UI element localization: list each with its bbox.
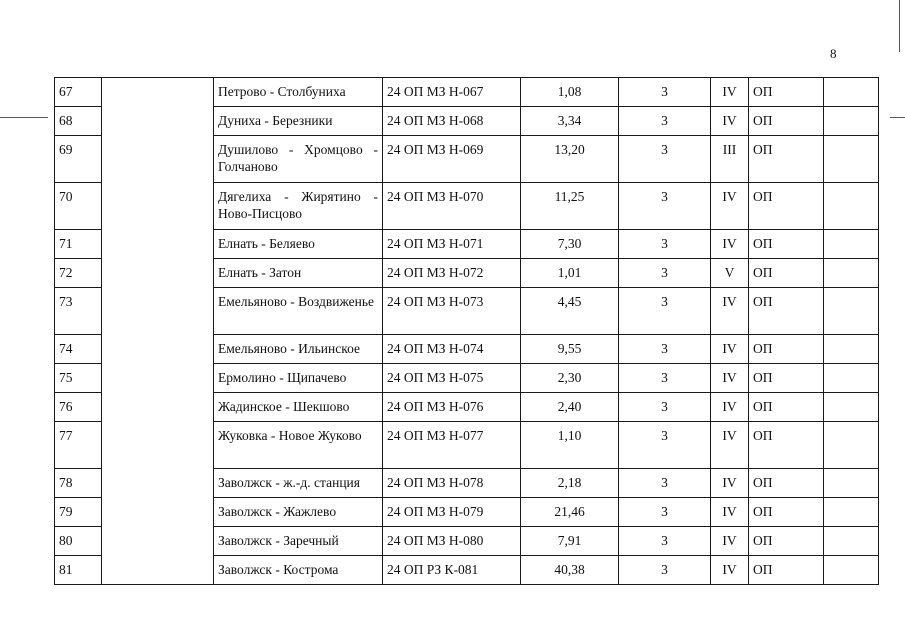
road-category: IV [711,527,749,556]
road-category: V [711,259,749,288]
road-count: 3 [619,107,711,136]
road-name: Заволжск - Заречный [214,527,383,556]
road-code: 24 ОП РЗ К-081 [383,556,521,585]
extra-cell [824,335,879,364]
road-count: 3 [619,183,711,230]
road-count: 3 [619,78,711,107]
road-length: 2,18 [521,469,619,498]
road-length: 9,55 [521,335,619,364]
road-code: 24 ОП МЗ Н-078 [383,469,521,498]
road-category: IV [711,556,749,585]
road-code: 24 ОП МЗ Н-076 [383,393,521,422]
row-number: 71 [55,230,102,259]
road-count: 3 [619,335,711,364]
road-name: Жадинское - Шекшово [214,393,383,422]
road-count: 3 [619,288,711,335]
road-name: Ермолино - Щипачево [214,364,383,393]
road-name: Заволжск - Кострома [214,556,383,585]
road-category: III [711,136,749,183]
road-length: 2,30 [521,364,619,393]
road-count: 3 [619,393,711,422]
road-category: IV [711,288,749,335]
road-count: 3 [619,556,711,585]
road-code: 24 ОП МЗ Н-069 [383,136,521,183]
row-number: 72 [55,259,102,288]
road-length: 21,46 [521,498,619,527]
road-code: 24 ОП МЗ Н-072 [383,259,521,288]
road-length: 3,34 [521,107,619,136]
row-number: 69 [55,136,102,183]
road-count: 3 [619,498,711,527]
road-name: Емельяново - Ильинское [214,335,383,364]
extra-cell [824,364,879,393]
extra-cell [824,230,879,259]
road-significance: ОП [749,335,824,364]
road-code: 24 ОП МЗ Н-067 [383,78,521,107]
extra-cell [824,259,879,288]
road-length: 13,20 [521,136,619,183]
row-number: 79 [55,498,102,527]
road-significance: ОП [749,556,824,585]
road-category: IV [711,78,749,107]
road-length: 1,10 [521,422,619,469]
row-number: 76 [55,393,102,422]
road-significance: ОП [749,288,824,335]
road-name: Заволжск - ж.-д. станция [214,469,383,498]
road-code: 24 ОП МЗ Н-077 [383,422,521,469]
merged-blank-cell [102,78,214,585]
road-length: 7,91 [521,527,619,556]
extra-cell [824,469,879,498]
road-significance: ОП [749,107,824,136]
extra-cell [824,107,879,136]
road-category: IV [711,364,749,393]
road-count: 3 [619,136,711,183]
road-code: 24 ОП МЗ Н-068 [383,107,521,136]
road-significance: ОП [749,259,824,288]
extra-cell [824,136,879,183]
row-number: 68 [55,107,102,136]
road-significance: ОП [749,422,824,469]
row-number: 73 [55,288,102,335]
road-significance: ОП [749,393,824,422]
road-count: 3 [619,527,711,556]
road-length: 1,01 [521,259,619,288]
row-number: 67 [55,78,102,107]
road-significance: ОП [749,183,824,230]
road-category: IV [711,422,749,469]
road-code: 24 ОП МЗ Н-074 [383,335,521,364]
road-length: 11,25 [521,183,619,230]
road-category: IV [711,107,749,136]
road-length: 2,40 [521,393,619,422]
row-number: 70 [55,183,102,230]
extra-cell [824,183,879,230]
table-row [55,78,879,107]
extra-cell [824,527,879,556]
road-name: Емельяново - Воздвиженье [214,288,383,335]
road-significance: ОП [749,136,824,183]
road-count: 3 [619,230,711,259]
row-number: 77 [55,422,102,469]
road-category: IV [711,230,749,259]
road-category: IV [711,183,749,230]
road-significance: ОП [749,78,824,107]
extra-cell [824,288,879,335]
road-name: Душилово - Хромцово - Голчаново [214,136,383,183]
road-category: IV [711,335,749,364]
road-name: Дуниха - Березники [214,107,383,136]
road-category: IV [711,469,749,498]
extra-cell [824,393,879,422]
road-code: 24 ОП МЗ Н-079 [383,498,521,527]
road-significance: ОП [749,527,824,556]
road-code: 24 ОП МЗ Н-075 [383,364,521,393]
road-name: Елнать - Беляево [214,230,383,259]
road-significance: ОП [749,469,824,498]
scan-mark-vertical [899,0,900,52]
extra-cell [824,498,879,527]
row-number: 75 [55,364,102,393]
road-code: 24 ОП МЗ Н-073 [383,288,521,335]
row-number: 81 [55,556,102,585]
row-number: 74 [55,335,102,364]
road-category: IV [711,498,749,527]
road-count: 3 [619,259,711,288]
road-length: 4,45 [521,288,619,335]
extra-cell [824,556,879,585]
road-code: 24 ОП МЗ Н-071 [383,230,521,259]
road-length: 1,08 [521,78,619,107]
row-number: 78 [55,469,102,498]
road-length: 40,38 [521,556,619,585]
page-number: 8 [830,46,837,61]
road-length: 7,30 [521,230,619,259]
road-significance: ОП [749,498,824,527]
road-code: 24 ОП МЗ Н-080 [383,527,521,556]
road-count: 3 [619,469,711,498]
scan-mark-left [0,117,48,118]
road-count: 3 [619,422,711,469]
extra-cell [824,78,879,107]
road-significance: ОП [749,364,824,393]
road-category: IV [711,393,749,422]
scan-mark-right [890,117,905,118]
row-number: 80 [55,527,102,556]
road-name: Елнать - Затон [214,259,383,288]
roads-table [54,77,879,585]
road-count: 3 [619,364,711,393]
road-significance: ОП [749,230,824,259]
road-name: Заволжск - Жажлево [214,498,383,527]
road-name: Жуковка - Новое Жуково [214,422,383,469]
road-code: 24 ОП МЗ Н-070 [383,183,521,230]
road-name: Дягелиха - Жирятино - Ново-Писцово [214,183,383,230]
extra-cell [824,422,879,469]
road-name: Петрово - Столбуниха [214,78,383,107]
table-body [55,78,879,585]
